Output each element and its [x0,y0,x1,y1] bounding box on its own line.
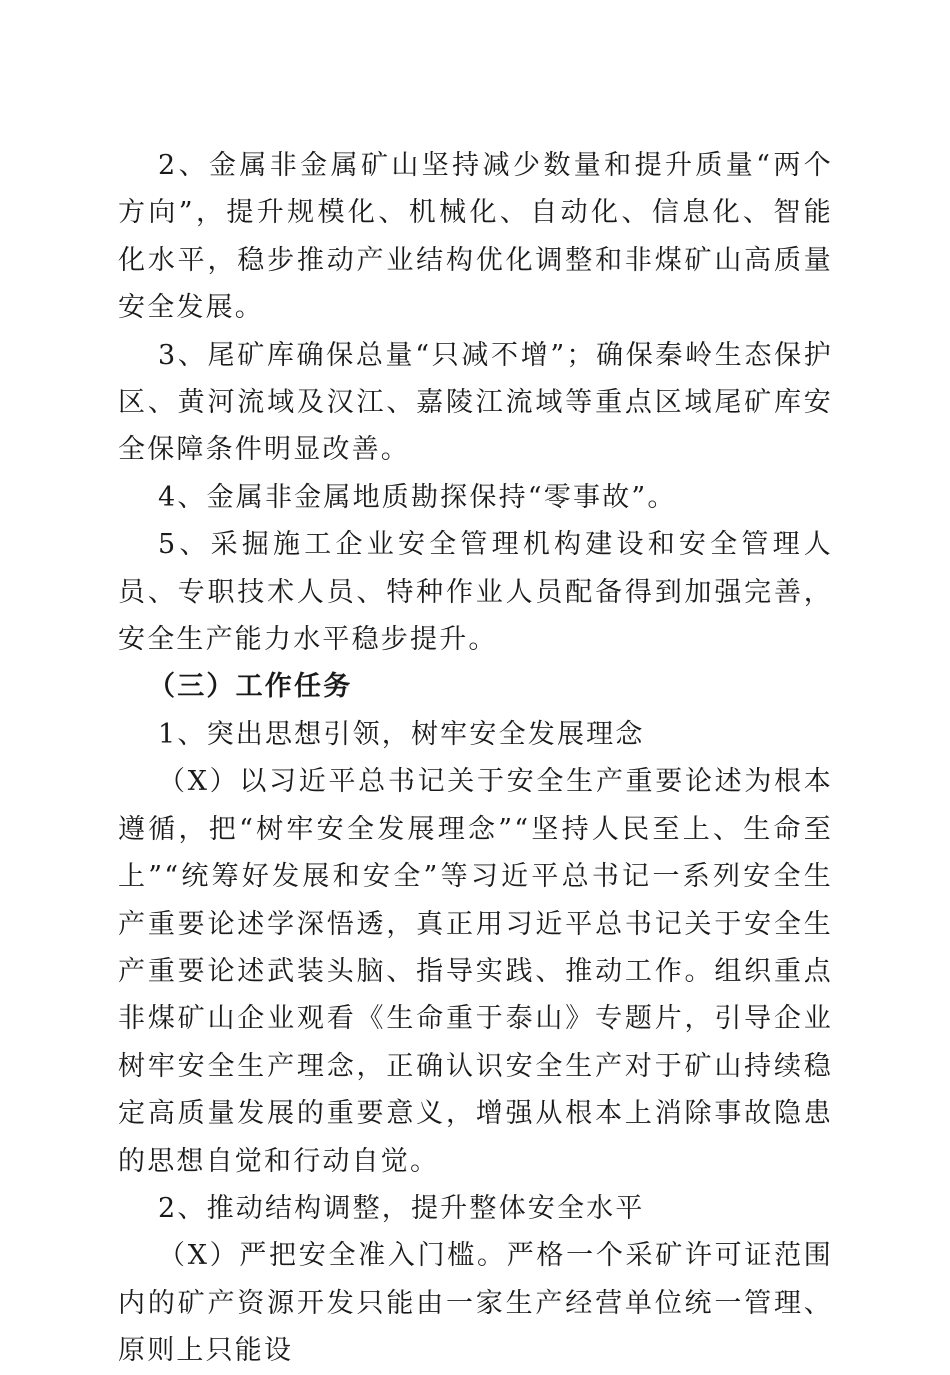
document-body [118,142,833,1375]
task-2-title: 2、推动结构调整，提升整体安全水平 [158,1192,645,1224]
section-heading-work-tasks: （三）工作任务 [148,671,353,703]
task-1-body: （X）以习近平总书记关于安全生产重要论述为根本遵循，把“树牢安全发展理念”“坚持人民至上、生命至上”“统筹好发展和安全”等习近平总书记一系列安全生产重要论述学深悟透，真正用习近平总书记关于安全生产重要论述武装头脑、指导实践、推动工作。组织重点非煤矿山企业观看《生命重于泰山》专题片，引导企业树牢安全生产理念，正确认识安全生产对于矿山持续稳定高质量发展的重要意义，增强从根本上消除事故隐患的思想自觉和行动自觉。 [118,766,833,1177]
target-item-2: 2、金属非金属矿山坚持减少数量和提升质量“两个方向”，提升规模化、机械化、自动化、信息化、智能化水平，稳步推动产业结构优化调整和非煤矿山高质量安全发展。 [118,150,833,324]
task-2-body: （X）严把安全准入门槛。严格一个采矿许可证范围内的矿产资源开发只能由一家生产经营单位统一管理、原则上只能设 [118,1240,833,1367]
target-item-5: 5、采掘施工企业安全管理机构建设和安全管理人员、专职技术人员、特种作业人员配备得到加强完善，安全生产能力水平稳步提升。 [118,529,833,656]
target-item-3: 3、尾矿库确保总量“只减不增”；确保秦岭生态保护区、黄河流域及汉江、嘉陵江流域等重点区域尾矿库安全保障条件明显改善。 [118,339,833,466]
task-1-title: 1、突出思想引领，树牢安全发展理念 [158,718,645,750]
target-item-4: 4、金属非金属地质勘探保持“零事故”。 [158,481,677,513]
